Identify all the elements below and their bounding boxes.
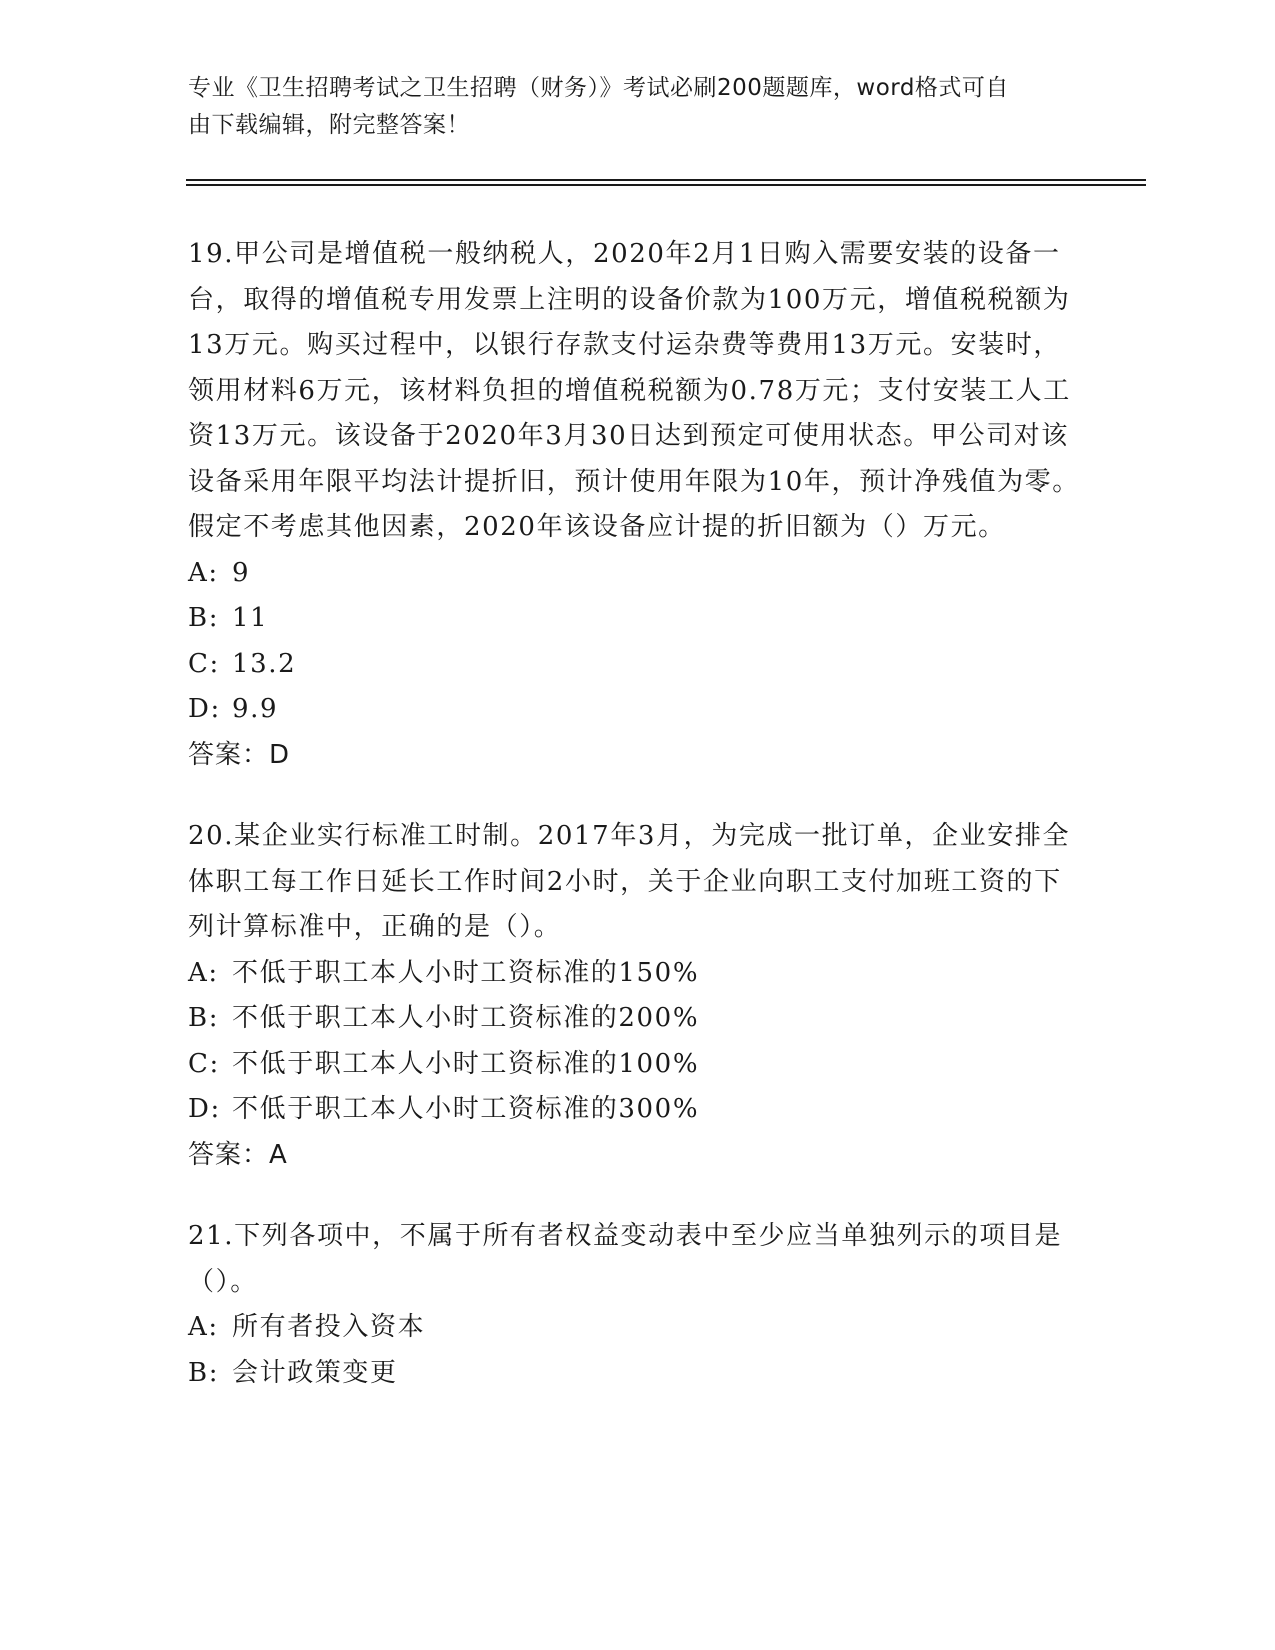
header-divider-bottom [186,184,1146,186]
question-stem: 20.某企业实行标准工时制。2017年3月，为完成一批订单，企业安排全体职工每工作日延长工作时间2小时，关于企业向职工支付加班工资的下列计算标准中，正确的是（）。 [188,821,1071,942]
option-c [188,1042,1088,1088]
question-20 [188,814,1088,1178]
option-letter: A: [188,957,219,988]
answer-label: 答案：A [188,1139,288,1170]
question-stem: 21.下列各项中，不属于所有者权益变动表中至少应当单独列示的项目是（）。 [188,1221,1063,1297]
header-line-1: 专业《卫生招聘考试之卫生招聘（财务）》考试必刷200题题库，word格式可自 [188,75,1009,101]
option-letter: A: [188,1312,219,1342]
question-19 [188,232,1088,778]
option-text: 9.9 [232,694,279,724]
option-text: 不低于职工本人小时工资标准的200% [232,1003,700,1033]
option-text: 不低于职工本人小时工资标准的150% [232,957,700,988]
answer-label: 答案：D [188,739,291,770]
question-list [188,232,1088,1432]
option-b [188,596,1088,642]
header-line-2: 由下载编辑，附完整答案！ [188,112,470,138]
option-text: 会计政策变更 [232,1357,398,1388]
option-text: 9 [232,557,251,588]
option-letter: D: [188,1094,221,1124]
option-d [188,687,1088,733]
document-header [188,70,1088,144]
option-a [188,951,1088,997]
option-text: 不低于职工本人小时工资标准的100% [232,1048,700,1079]
option-a [188,1305,1088,1351]
option-c [188,642,1088,688]
option-letter: B: [188,1003,220,1033]
option-text: 所有者投入资本 [232,1312,426,1342]
option-letter: A: [188,557,219,588]
header-divider-top [186,179,1146,181]
question-21 [188,1214,1088,1396]
option-letter: B: [188,603,220,633]
question-stem: 19.甲公司是增值税一般纳税人，2020年2月1日购入需要安装的设备一台，取得的增值税专用发票上注明的设备价款为100万元，增值税税额为13万元。购买过程中，以银行存款支付运杂费等费用13万元。安装时，领用材料6万元，该材料负担的增值税税额为0.78万元；支付安装工人工资13万元。该设备于2020年3月30日达到预定可使用状态。甲公司对该设备采用年限平均法计提折旧，预计使用年限为10年，预计净残值为零。假定不考虑其他因素，2020年该设备应计提的折旧额为（）万元。 [188,239,1080,542]
option-b [188,1351,1088,1397]
option-text: 11 [232,603,269,633]
option-text: 13.2 [232,648,297,679]
option-d [188,1087,1088,1133]
option-letter: B: [188,1357,220,1388]
option-b [188,996,1088,1042]
option-letter: C: [188,1048,220,1079]
option-letter: C: [188,648,220,679]
option-a [188,551,1088,597]
option-letter: D: [188,694,221,724]
option-text: 不低于职工本人小时工资标准的300% [232,1094,700,1124]
